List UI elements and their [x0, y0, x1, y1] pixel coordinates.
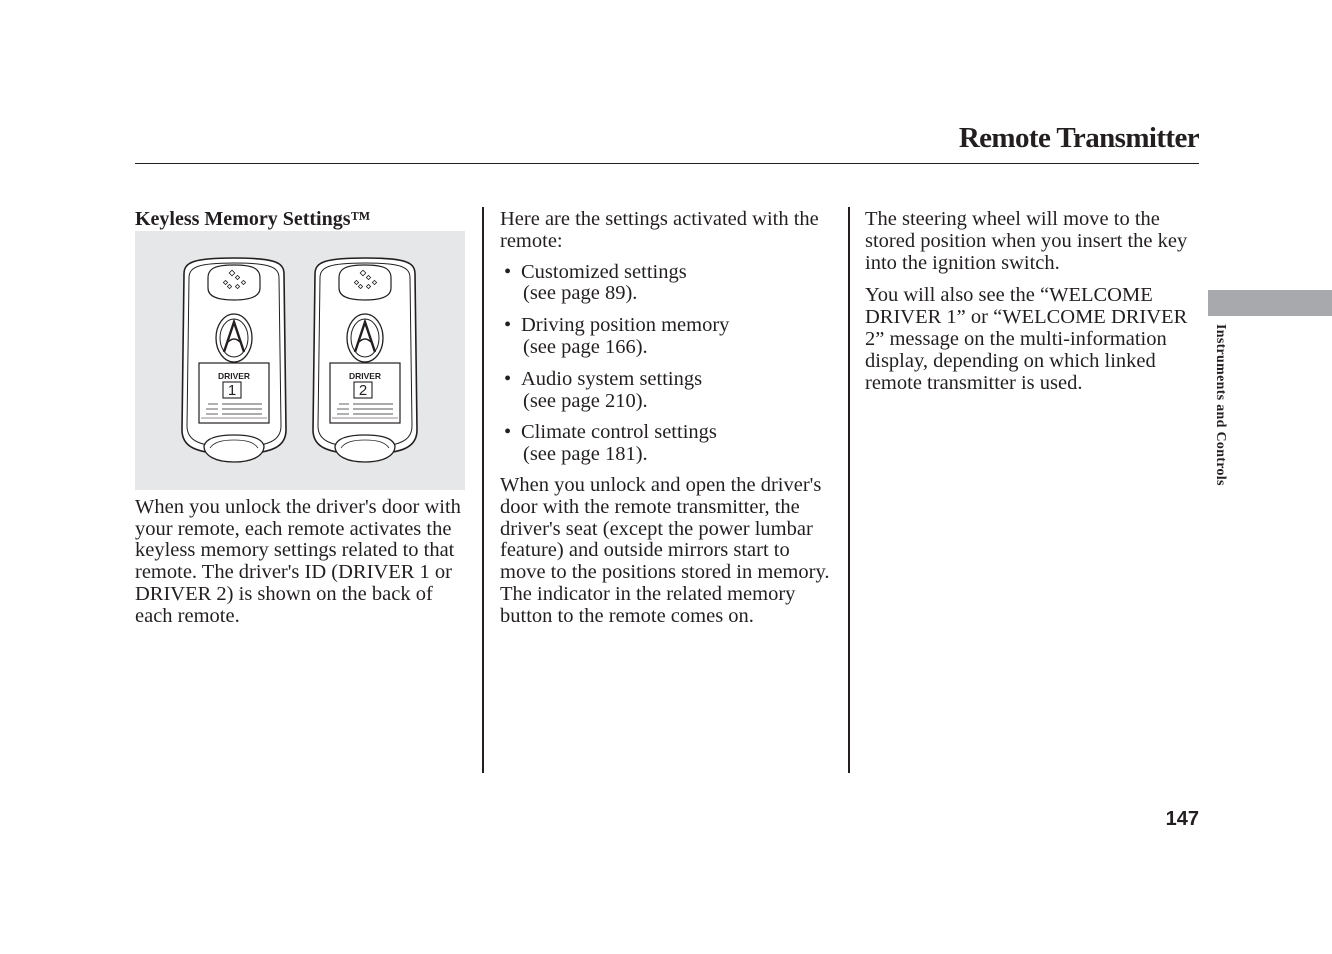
- settings-intro: Here are the settings activated with the remote:: [500, 208, 819, 252]
- remote-1-number: 1: [227, 381, 237, 399]
- list-item: [500, 422, 835, 466]
- list-item: [500, 315, 835, 359]
- page-number: 147: [1165, 808, 1199, 830]
- list-item: [500, 262, 835, 306]
- steering-wheel-paragraph: The steering wheel will move to the stored position when you insert the key into the ignition switch.: [865, 208, 1188, 274]
- page-reference: (see page 181).: [523, 443, 648, 466]
- setting-name: Driving position memory: [521, 314, 730, 337]
- welcome-message-paragraph: You will also see the “WELCOME DRIVER 1” or “WELCOME DRIVER 2” message on the multi-information display, depending on which linked remote transmitter is used.: [865, 284, 1188, 394]
- keyless-memory-paragraph: When you unlock the driver's door with your remote, each remote activates the keyless memory settings related to that remote. The driver's ID (DRIVER 1 or DRIVER 2) is shown on the back of each remote.: [135, 495, 461, 627]
- page-reference: (see page 210).: [523, 389, 648, 412]
- column-1: [135, 209, 470, 628]
- column-divider-2: [848, 207, 850, 773]
- page-reference: (see page 89).: [523, 282, 638, 305]
- unlock-paragraph: When you unlock and open the driver's door with the remote transmitter, the driver's seat (except the power lumbar feature) and outside mirrors start to move to the positions stored in memory. The indicator in the related memory button to the remote comes on.: [500, 473, 830, 627]
- remote-1-label: DRIVER: [217, 370, 251, 381]
- remote-driver-1: [182, 258, 286, 462]
- remote-2-number: 2: [358, 381, 368, 399]
- page-title: Remote Transmitter: [958, 122, 1199, 154]
- title-rule: [135, 163, 1199, 164]
- setting-name: Climate control settings: [521, 421, 717, 444]
- page-reference: (see page 166).: [523, 335, 648, 358]
- remote-driver-2: [313, 258, 417, 462]
- section-heading: Keyless Memory Settings™: [135, 208, 371, 230]
- section-tab: [1208, 290, 1332, 316]
- setting-name: Audio system settings: [521, 367, 703, 390]
- column-3: [865, 209, 1200, 394]
- remote-figure-svg: [135, 231, 465, 490]
- remote-illustration: [135, 231, 465, 490]
- list-item: [500, 369, 835, 413]
- settings-list: [500, 262, 835, 466]
- section-label: Instruments and Controls: [1213, 324, 1228, 486]
- column-divider-1: [482, 207, 484, 773]
- remote-2-label: DRIVER: [348, 370, 382, 381]
- column-2: [500, 209, 835, 628]
- setting-name: Customized settings: [521, 260, 687, 283]
